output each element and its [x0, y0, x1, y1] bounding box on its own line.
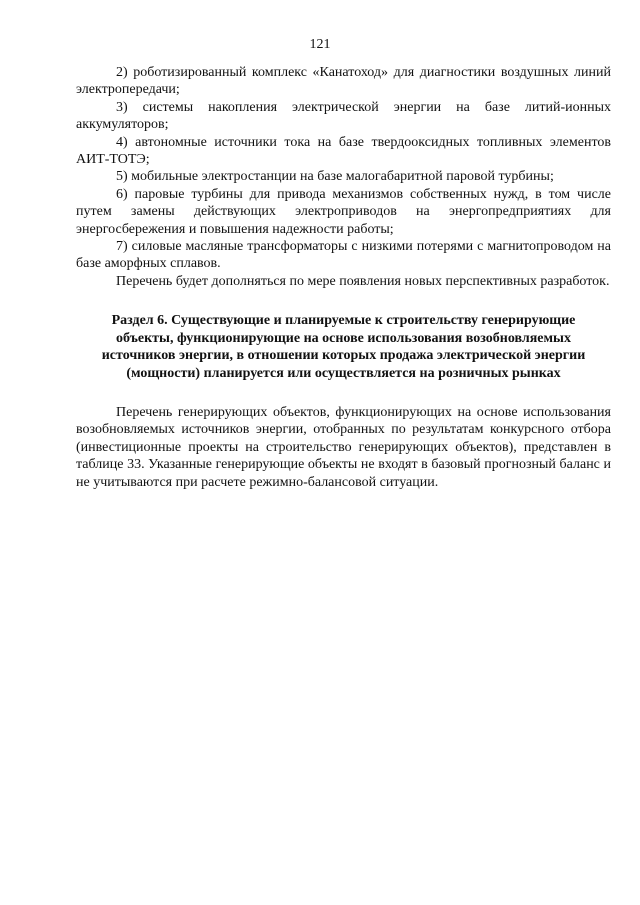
list-item-3: 3) системы накопления электрической энергии на базе литий-ионных аккумуляторов;	[76, 99, 611, 133]
list-item-7: 7) силовые масляные трансформаторы с низкими потерями с магнитопроводом на базе аморфных сплавов.	[76, 239, 611, 272]
list-item-5: 5) мобильные электростанции на базе малогабаритной паровой турбины;	[116, 169, 554, 185]
section-heading: Раздел 6. Существующие и планируемые к строительству генерирующие объекты, функционирующие на основе использования возобновляемых источников энергии, в отношении которых продажа электрической энергии (мощности) планируется или осуществляется на розничных рынках	[101, 313, 586, 381]
list-item-2: 2) роботизированный комплекс «Канатоход» для диагностики воздушных линий электропередачи;	[76, 65, 611, 98]
section-paragraph: Перечень генерирующих объектов, функционирующих на основе использования возобновляемых источников энергии, отобранных по результатам конкурсного отбора (инвестиционные проекты на строительство генерирующих объектов), представлен в таблице 33. Указанные генерирующие объекты не входят в базовый прогнозный баланс и не учитываются при расчете режимно-балансовой ситуации.	[76, 404, 611, 490]
closing-paragraph: Перечень будет дополняться по мере появления новых перспективных разработок.	[116, 273, 610, 289]
page-number: 121	[309, 37, 331, 52]
list-item-6: 6) паровые турбины для привода механизмов собственных нужд, в том числе путем замены действующих электроприводов на энергопредприятиях для энергосбережения и повышения надежности работы;	[76, 186, 611, 237]
list-item-4: 4) автономные источники тока на базе твердооксидных топливных элементов АИТ-ТОТЭ;	[76, 134, 611, 168]
page-content	[76, 64, 611, 491]
